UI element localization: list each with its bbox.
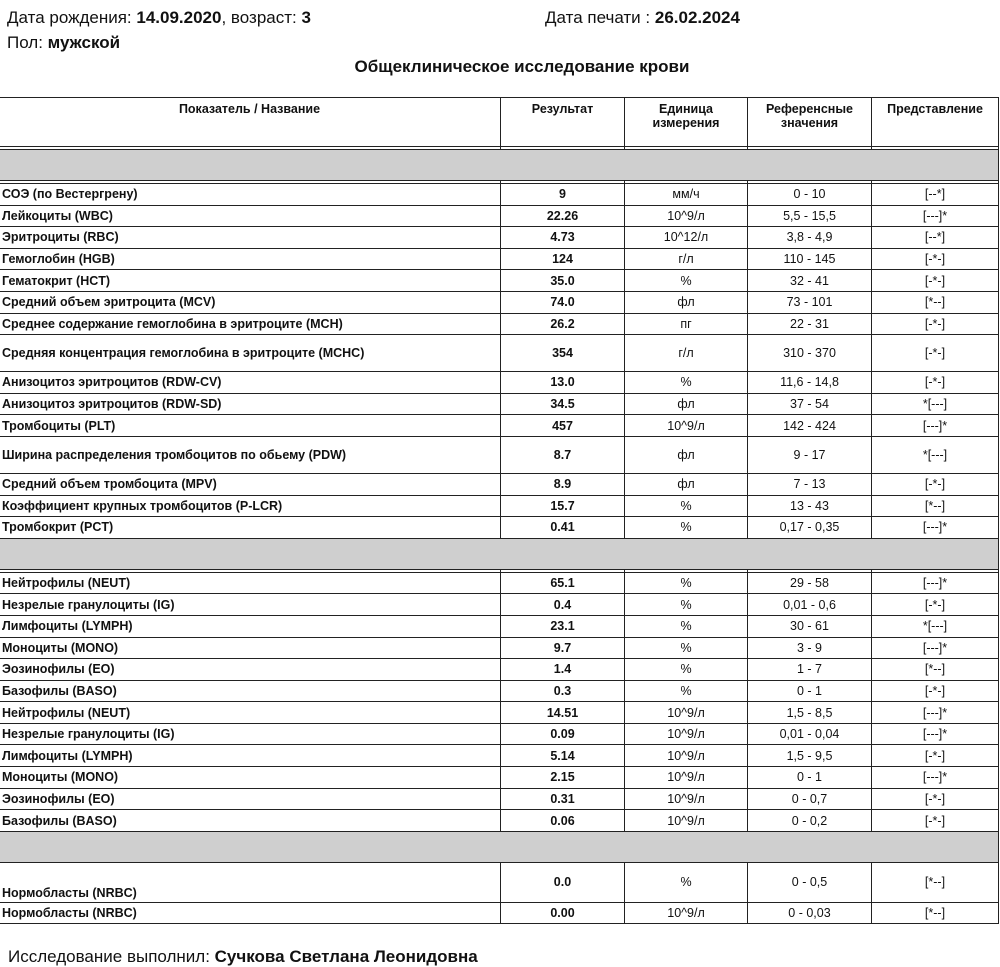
cell-ref: 3 - 9 bbox=[748, 637, 872, 659]
cell-result: 0.4 bbox=[501, 594, 625, 616]
cell-flag: *[---] bbox=[872, 436, 999, 473]
print-date-value: 26.02.2024 bbox=[654, 8, 740, 27]
table-row bbox=[0, 313, 999, 335]
cell-unit: % bbox=[625, 270, 748, 292]
table-row bbox=[0, 902, 999, 924]
cell-unit: % bbox=[625, 572, 748, 594]
cell-unit: 10^12/л bbox=[625, 227, 748, 249]
cell-result: 0.3 bbox=[501, 680, 625, 702]
cell-name: Тромбокрит (PCT) bbox=[0, 517, 501, 539]
cell-result: 22.26 bbox=[501, 205, 625, 227]
cell-result: 8.7 bbox=[501, 436, 625, 473]
cell-flag: [*--] bbox=[872, 862, 999, 902]
cell-name: Нейтрофилы (NEUT) bbox=[0, 572, 501, 594]
cell-unit: 10^9/л bbox=[625, 702, 748, 724]
cell-name: Эозинофилы (EO) bbox=[0, 788, 501, 810]
cell-name: Незрелые гранулоциты (IG) bbox=[0, 723, 501, 745]
birth-date-label: Дата рождения: bbox=[7, 8, 137, 27]
cell-flag: [-*-] bbox=[872, 788, 999, 810]
section-separator bbox=[0, 150, 999, 181]
cell-flag: [--*] bbox=[872, 227, 999, 249]
cell-unit: 10^9/л bbox=[625, 788, 748, 810]
cell-name: Средний объем тромбоцита (MPV) bbox=[0, 473, 501, 495]
cell-name: Лимфоциты (LYMPH) bbox=[0, 615, 501, 637]
col-header-flag: Представление bbox=[872, 98, 999, 147]
cell-unit: фл bbox=[625, 291, 748, 313]
cell-result: 23.1 bbox=[501, 615, 625, 637]
cell-unit: % bbox=[625, 615, 748, 637]
cell-name: СОЭ (по Вестергрену) bbox=[0, 184, 501, 206]
age-value: 3 bbox=[301, 8, 311, 27]
table-row bbox=[0, 205, 999, 227]
table-row bbox=[0, 415, 999, 437]
age-label: , возраст: bbox=[221, 8, 302, 27]
cell-name: Анизоцитоз эритроцитов (RDW-SD) bbox=[0, 393, 501, 415]
cell-flag: [-*-] bbox=[872, 372, 999, 394]
cell-flag: [---]* bbox=[872, 767, 999, 789]
cell-unit: 10^9/л bbox=[625, 723, 748, 745]
cell-flag: [-*-] bbox=[872, 810, 999, 832]
cell-ref: 5,5 - 15,5 bbox=[748, 205, 872, 227]
cell-flag: [---]* bbox=[872, 637, 999, 659]
cell-name: Эозинофилы (EO) bbox=[0, 659, 501, 681]
table-row bbox=[0, 572, 999, 594]
cell-unit: мм/ч bbox=[625, 184, 748, 206]
birth-date-value: 14.09.2020 bbox=[136, 8, 222, 27]
cell-ref: 29 - 58 bbox=[748, 572, 872, 594]
cell-ref: 7 - 13 bbox=[748, 473, 872, 495]
sex-value: мужской bbox=[47, 33, 121, 52]
cell-unit: г/л bbox=[625, 248, 748, 270]
cell-ref: 0,01 - 0,04 bbox=[748, 723, 872, 745]
print-date-line bbox=[545, 8, 740, 28]
cell-unit: % bbox=[625, 372, 748, 394]
table-row bbox=[0, 227, 999, 249]
cell-name: Тромбоциты (PLT) bbox=[0, 415, 501, 437]
cell-result: 26.2 bbox=[501, 313, 625, 335]
cell-flag: [-*-] bbox=[872, 335, 999, 372]
results-table bbox=[0, 97, 999, 924]
cell-ref: 11,6 - 14,8 bbox=[748, 372, 872, 394]
cell-unit: 10^9/л bbox=[625, 205, 748, 227]
cell-flag: [---]* bbox=[872, 517, 999, 539]
cell-ref: 1,5 - 8,5 bbox=[748, 702, 872, 724]
cell-ref: 0,01 - 0,6 bbox=[748, 594, 872, 616]
cell-ref: 0 - 0,2 bbox=[748, 810, 872, 832]
cell-result: 124 bbox=[501, 248, 625, 270]
table-row bbox=[0, 862, 999, 902]
cell-name: Гемоглобин (HGB) bbox=[0, 248, 501, 270]
cell-flag: *[---] bbox=[872, 615, 999, 637]
cell-result: 65.1 bbox=[501, 572, 625, 594]
cell-unit: фл bbox=[625, 473, 748, 495]
cell-name: Эритроциты (RBC) bbox=[0, 227, 501, 249]
cell-unit: 10^9/л bbox=[625, 415, 748, 437]
cell-unit: 10^9/л bbox=[625, 902, 748, 924]
cell-flag: [-*-] bbox=[872, 745, 999, 767]
cell-flag: [---]* bbox=[872, 205, 999, 227]
performed-by-value: Сучкова Светлана Леонидовна bbox=[214, 947, 478, 966]
cell-unit: фл bbox=[625, 436, 748, 473]
cell-unit: пг bbox=[625, 313, 748, 335]
cell-ref: 13 - 43 bbox=[748, 495, 872, 517]
table-row bbox=[0, 702, 999, 724]
cell-result: 457 bbox=[501, 415, 625, 437]
table-row bbox=[0, 615, 999, 637]
cell-result: 8.9 bbox=[501, 473, 625, 495]
cell-unit: 10^9/л bbox=[625, 767, 748, 789]
cell-name: Средний объем эритроцита (MCV) bbox=[0, 291, 501, 313]
cell-flag: *[---] bbox=[872, 393, 999, 415]
cell-result: 74.0 bbox=[501, 291, 625, 313]
cell-name: Базофилы (BASO) bbox=[0, 680, 501, 702]
cell-unit: % bbox=[625, 680, 748, 702]
cell-result: 5.14 bbox=[501, 745, 625, 767]
section-separator bbox=[0, 831, 999, 862]
cell-ref: 0 - 0,5 bbox=[748, 862, 872, 902]
cell-flag: [-*-] bbox=[872, 680, 999, 702]
cell-ref: 3,8 - 4,9 bbox=[748, 227, 872, 249]
table-row bbox=[0, 436, 999, 473]
cell-result: 35.0 bbox=[501, 270, 625, 292]
cell-result: 13.0 bbox=[501, 372, 625, 394]
cell-ref: 0 - 1 bbox=[748, 767, 872, 789]
col-header-name: Показатель / Название bbox=[0, 98, 501, 147]
cell-flag: [*--] bbox=[872, 659, 999, 681]
cell-result: 4.73 bbox=[501, 227, 625, 249]
cell-name: Анизоцитоз эритроцитов (RDW-CV) bbox=[0, 372, 501, 394]
cell-result: 0.31 bbox=[501, 788, 625, 810]
cell-ref: 22 - 31 bbox=[748, 313, 872, 335]
cell-ref: 37 - 54 bbox=[748, 393, 872, 415]
cell-flag: [*--] bbox=[872, 291, 999, 313]
cell-ref: 9 - 17 bbox=[748, 436, 872, 473]
page-title: Общеклиническое исследование крови bbox=[354, 57, 690, 76]
print-date-label: Дата печати : bbox=[545, 8, 655, 27]
cell-ref: 0 - 0,03 bbox=[748, 902, 872, 924]
cell-flag: [--*] bbox=[872, 184, 999, 206]
cell-unit: % bbox=[625, 495, 748, 517]
table-row bbox=[0, 517, 999, 539]
table-row bbox=[0, 637, 999, 659]
cell-flag: [---]* bbox=[872, 572, 999, 594]
cell-result: 34.5 bbox=[501, 393, 625, 415]
table-row bbox=[0, 335, 999, 372]
col-header-ref: Референсные значения bbox=[748, 98, 872, 147]
cell-ref: 310 - 370 bbox=[748, 335, 872, 372]
table-row bbox=[0, 248, 999, 270]
cell-result: 0.06 bbox=[501, 810, 625, 832]
table-row bbox=[0, 810, 999, 832]
table-row bbox=[0, 594, 999, 616]
birth-date-line bbox=[7, 8, 311, 28]
sex-line bbox=[7, 33, 120, 53]
cell-ref: 30 - 61 bbox=[748, 615, 872, 637]
cell-name: Лейкоциты (WBC) bbox=[0, 205, 501, 227]
performed-by-label: Исследование выполнил: bbox=[8, 947, 215, 966]
table-row bbox=[0, 473, 999, 495]
cell-ref: 142 - 424 bbox=[748, 415, 872, 437]
cell-result: 2.15 bbox=[501, 767, 625, 789]
cell-ref: 0 - 0,7 bbox=[748, 788, 872, 810]
cell-unit: фл bbox=[625, 393, 748, 415]
table-row bbox=[0, 270, 999, 292]
cell-result: 14.51 bbox=[501, 702, 625, 724]
cell-result: 0.00 bbox=[501, 902, 625, 924]
cell-flag: [---]* bbox=[872, 415, 999, 437]
cell-flag: [-*-] bbox=[872, 270, 999, 292]
cell-result: 0.0 bbox=[501, 862, 625, 902]
cell-unit: % bbox=[625, 637, 748, 659]
section-separator bbox=[0, 538, 999, 569]
col-header-unit: Единица измерения bbox=[625, 98, 748, 147]
cell-result: 9 bbox=[501, 184, 625, 206]
cell-result: 9.7 bbox=[501, 637, 625, 659]
cell-name: Незрелые гранулоциты (IG) bbox=[0, 594, 501, 616]
table-row bbox=[0, 723, 999, 745]
cell-flag: [*--] bbox=[872, 495, 999, 517]
cell-flag: [*--] bbox=[872, 902, 999, 924]
cell-name: Моноциты (MONO) bbox=[0, 767, 501, 789]
cell-ref: 110 - 145 bbox=[748, 248, 872, 270]
cell-name: Нормобласты (NRBC) bbox=[0, 862, 501, 902]
cell-ref: 73 - 101 bbox=[748, 291, 872, 313]
cell-flag: [-*-] bbox=[872, 248, 999, 270]
table-row bbox=[0, 680, 999, 702]
table-row bbox=[0, 659, 999, 681]
cell-result: 0.09 bbox=[501, 723, 625, 745]
table-row bbox=[0, 495, 999, 517]
cell-ref: 0 - 10 bbox=[748, 184, 872, 206]
table-row bbox=[0, 745, 999, 767]
cell-unit: 10^9/л bbox=[625, 810, 748, 832]
cell-name: Среднее содержание гемоглобина в эритроците (MCH) bbox=[0, 313, 501, 335]
cell-name: Базофилы (BASO) bbox=[0, 810, 501, 832]
cell-flag: [---]* bbox=[872, 702, 999, 724]
cell-ref: 32 - 41 bbox=[748, 270, 872, 292]
cell-ref: 1,5 - 9,5 bbox=[748, 745, 872, 767]
cell-name: Лимфоциты (LYMPH) bbox=[0, 745, 501, 767]
performed-by bbox=[8, 947, 478, 967]
cell-flag: [-*-] bbox=[872, 473, 999, 495]
cell-unit: % bbox=[625, 659, 748, 681]
cell-flag: [---]* bbox=[872, 723, 999, 745]
sex-label: Пол: bbox=[7, 33, 48, 52]
cell-result: 1.4 bbox=[501, 659, 625, 681]
table-header bbox=[0, 98, 999, 147]
cell-name: Коэффициент крупных тромбоцитов (P-LCR) bbox=[0, 495, 501, 517]
cell-name: Гематокрит (HCT) bbox=[0, 270, 501, 292]
cell-unit: % bbox=[625, 862, 748, 902]
table-row bbox=[0, 184, 999, 206]
table-row bbox=[0, 291, 999, 313]
cell-name: Нейтрофилы (NEUT) bbox=[0, 702, 501, 724]
cell-ref: 0,17 - 0,35 bbox=[748, 517, 872, 539]
cell-unit: г/л bbox=[625, 335, 748, 372]
cell-result: 15.7 bbox=[501, 495, 625, 517]
table-row bbox=[0, 372, 999, 394]
table-row bbox=[0, 393, 999, 415]
cell-unit: % bbox=[625, 594, 748, 616]
cell-result: 354 bbox=[501, 335, 625, 372]
table-row bbox=[0, 767, 999, 789]
cell-name: Моноциты (MONO) bbox=[0, 637, 501, 659]
cell-unit: % bbox=[625, 517, 748, 539]
col-header-result: Результат bbox=[501, 98, 625, 147]
cell-flag: [-*-] bbox=[872, 313, 999, 335]
cell-name: Средняя концентрация гемоглобина в эритроците (MCHC) bbox=[0, 335, 501, 372]
table-row bbox=[0, 788, 999, 810]
cell-ref: 0 - 1 bbox=[748, 680, 872, 702]
cell-flag: [-*-] bbox=[872, 594, 999, 616]
cell-name: Нормобласты (NRBC) bbox=[0, 902, 501, 924]
cell-result: 0.41 bbox=[501, 517, 625, 539]
cell-unit: 10^9/л bbox=[625, 745, 748, 767]
cell-name: Ширина распределения тромбоцитов по обьему (PDW) bbox=[0, 436, 501, 473]
cell-ref: 1 - 7 bbox=[748, 659, 872, 681]
